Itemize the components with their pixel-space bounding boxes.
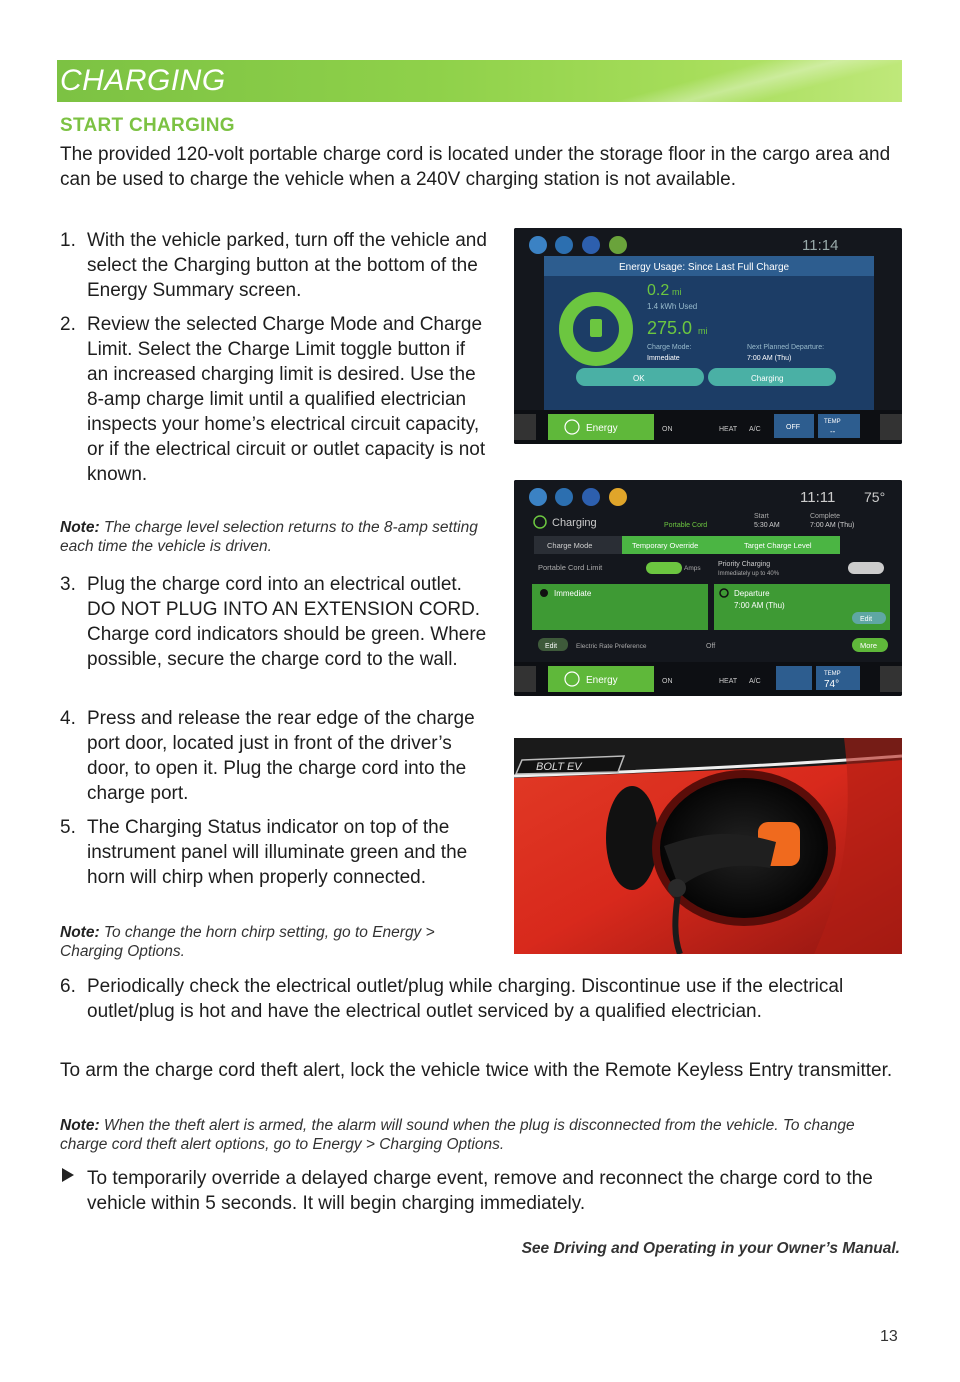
svg-text:Portable Cord Limit: Portable Cord Limit bbox=[538, 563, 603, 572]
step-number: 6. bbox=[60, 976, 76, 997]
nav-icon bbox=[609, 236, 627, 254]
svg-text:HEAT: HEAT bbox=[719, 426, 738, 433]
svg-text:A/C: A/C bbox=[749, 678, 761, 685]
svg-text:mi: mi bbox=[698, 326, 708, 336]
apps-icon bbox=[555, 236, 573, 254]
charging-settings-screenshot bbox=[514, 480, 902, 696]
svg-text:Start: Start bbox=[754, 513, 769, 520]
svg-text:Next Planned Departure:: Next Planned Departure: bbox=[747, 344, 825, 351]
svg-text:OK: OK bbox=[633, 374, 645, 383]
miles-used: 0.2 bbox=[647, 282, 670, 299]
note-horn-chirp bbox=[60, 923, 500, 961]
step-3 bbox=[60, 572, 490, 702]
svg-text:Charging: Charging bbox=[552, 517, 597, 529]
svg-text:ON: ON bbox=[662, 678, 673, 685]
step-6 bbox=[60, 974, 905, 1054]
note-label: Note: bbox=[60, 1117, 100, 1134]
step-4 bbox=[60, 706, 490, 811]
home-icon bbox=[529, 236, 547, 254]
svg-text:Charge Mode:: Charge Mode: bbox=[647, 344, 692, 351]
svg-text:mi: mi bbox=[672, 287, 682, 297]
bolt-ev-badge: BOLT EV bbox=[536, 761, 582, 773]
note-text: The charge level selection returns to the 8-amp setting each time the vehicle is driven. bbox=[60, 519, 478, 555]
see-manual-reference: See Driving and Operating in your Owner’s Manual. bbox=[521, 1240, 900, 1257]
energy-usage-screen bbox=[514, 228, 902, 444]
svg-text:7:00 AM (Thu): 7:00 AM (Thu) bbox=[747, 355, 792, 362]
energy-usage-screenshot bbox=[514, 228, 902, 444]
svg-text:Target Charge Level: Target Charge Level bbox=[744, 541, 812, 550]
step-1 bbox=[60, 228, 490, 308]
svg-text:TEMP: TEMP bbox=[824, 671, 841, 677]
svg-text:ON: ON bbox=[662, 426, 673, 433]
step-text: The Charging Status indicator on top of the instrument panel will illuminate green and the horn will chirp when properly connected. bbox=[87, 817, 468, 888]
svg-text:Charge Mode: Charge Mode bbox=[547, 541, 593, 550]
svg-text:Charging: Charging bbox=[751, 374, 784, 383]
panel-title: Energy Usage: Since Last Full Charge bbox=[619, 262, 790, 273]
svg-text:Energy: Energy bbox=[586, 675, 618, 686]
note-label: Note: bbox=[60, 519, 100, 536]
svg-text:1.4 kWh Used: 1.4 kWh Used bbox=[647, 302, 698, 311]
svg-text:Electric Rate Preference: Electric Rate Preference bbox=[576, 643, 647, 650]
range-value: 275.0 bbox=[647, 318, 693, 338]
step-5 bbox=[60, 815, 490, 920]
step-number: 5. bbox=[60, 817, 76, 838]
override-bullet: To temporarily override a delayed charge event, remove and reconnect the charge cord to the vehicle within 5 seconds. It will begin charging immediately. bbox=[87, 1168, 873, 1214]
svg-text:Off: Off bbox=[706, 643, 716, 650]
note-charge-level bbox=[60, 518, 500, 556]
step-2 bbox=[60, 312, 490, 512]
svg-text:5:30 AM: 5:30 AM bbox=[754, 522, 780, 529]
svg-text:HEAT: HEAT bbox=[719, 678, 738, 685]
battery-icon bbox=[590, 319, 602, 337]
music-icon bbox=[582, 236, 600, 254]
charging-settings-screen bbox=[514, 480, 902, 696]
theft-alert-paragraph: To arm the charge cord theft alert, lock the vehicle twice with the Remote Keyless Entry transmitter. bbox=[60, 1060, 893, 1081]
step-text: Plug the charge cord into an electrical outlet. DO NOT PLUG INTO AN EXTENSION CORD. Charge cord indicators should be green. Where possible, secure the charge cord to the wall. bbox=[87, 574, 487, 670]
svg-text:Portable Cord: Portable Cord bbox=[664, 522, 708, 529]
svg-text:11:11: 11:11 bbox=[800, 489, 836, 506]
svg-text:74°: 74° bbox=[824, 679, 840, 690]
svg-text:OFF: OFF bbox=[786, 424, 800, 431]
charge-port-photo bbox=[514, 738, 902, 954]
step-number: 2. bbox=[60, 314, 76, 335]
charge-port-illustration bbox=[514, 738, 902, 954]
intro-paragraph: The provided 120-volt portable charge cord is located under the storage floor in the cargo area and can be used to charge the vehicle when a 240V charging station is not available. bbox=[60, 144, 891, 190]
svg-text:7:00 AM (Thu): 7:00 AM (Thu) bbox=[734, 601, 785, 610]
bullet-arrow-icon bbox=[62, 1168, 74, 1182]
section-banner bbox=[57, 60, 902, 102]
note-text: When the theft alert is armed, the alarm will sound when the plug is disconnected from the vehicle. To change charge cord theft alert options, go to Energy > Charging Options. bbox=[60, 1117, 855, 1153]
step-text: Review the selected Charge Mode and Charge Limit. Select the Charge Limit toggle button if an increased charging limit is desired. Use the 8-amp charge limit until a qualified electrician inspects your home’s electrical circuit capacity, or if the electrical circuit or outlet capacity is not known. bbox=[87, 314, 486, 485]
step-number: 3. bbox=[60, 574, 76, 595]
clock: 11:14 bbox=[802, 237, 839, 254]
svg-text:Amps: Amps bbox=[684, 565, 701, 572]
svg-text:7:00 AM (Thu): 7:00 AM (Thu) bbox=[810, 522, 855, 529]
home-icon bbox=[529, 488, 547, 506]
svg-text:Edit: Edit bbox=[860, 616, 873, 623]
step-text: Press and release the rear edge of the charge port door, located just in front of the driver’s door, to open it. Plug the charge cord into the charge port. bbox=[87, 708, 475, 804]
svg-text:TEMP: TEMP bbox=[824, 419, 841, 425]
svg-text:Temporary Override: Temporary Override bbox=[632, 541, 699, 550]
svg-text:Priority Charging: Priority Charging bbox=[718, 561, 771, 568]
svg-text:Edit: Edit bbox=[545, 643, 558, 650]
svg-text:Complete: Complete bbox=[810, 513, 840, 520]
banner-stripe bbox=[572, 60, 902, 102]
step-number: 1. bbox=[60, 230, 76, 251]
nav-icon bbox=[609, 488, 627, 506]
music-icon bbox=[582, 488, 600, 506]
note-label: Note: bbox=[60, 924, 100, 941]
step-text: With the vehicle parked, turn off the vehicle and select the Charging button at the bottom of the Energy Summary screen. bbox=[87, 230, 487, 301]
svg-text:Immediate: Immediate bbox=[647, 355, 680, 362]
note-theft-alert bbox=[60, 1116, 905, 1154]
svg-text:A/C: A/C bbox=[749, 426, 761, 433]
svg-text:Departure: Departure bbox=[734, 589, 770, 598]
svg-text:Immediate: Immediate bbox=[554, 589, 592, 598]
svg-text:More: More bbox=[860, 641, 878, 650]
svg-text:75°: 75° bbox=[864, 489, 886, 505]
svg-text:Energy: Energy bbox=[586, 423, 618, 434]
svg-text:Immediately up to 40%: Immediately up to 40% bbox=[718, 571, 780, 577]
charge-port-door bbox=[606, 786, 658, 890]
page-number: 13 bbox=[880, 1328, 898, 1345]
svg-text:--: -- bbox=[830, 427, 836, 436]
apps-icon bbox=[555, 488, 573, 506]
note-text: To change the horn chirp setting, go to Energy > Charging Options. bbox=[60, 924, 435, 960]
step-number: 4. bbox=[60, 708, 76, 729]
step-text: Periodically check the electrical outlet/plug while charging. Discontinue use if the electrical outlet/plug is hot and have the electrical outlet serviced by a qualified electrician. bbox=[87, 976, 844, 1022]
section-heading: START CHARGING bbox=[60, 115, 235, 136]
banner-title: CHARGING bbox=[60, 64, 226, 97]
